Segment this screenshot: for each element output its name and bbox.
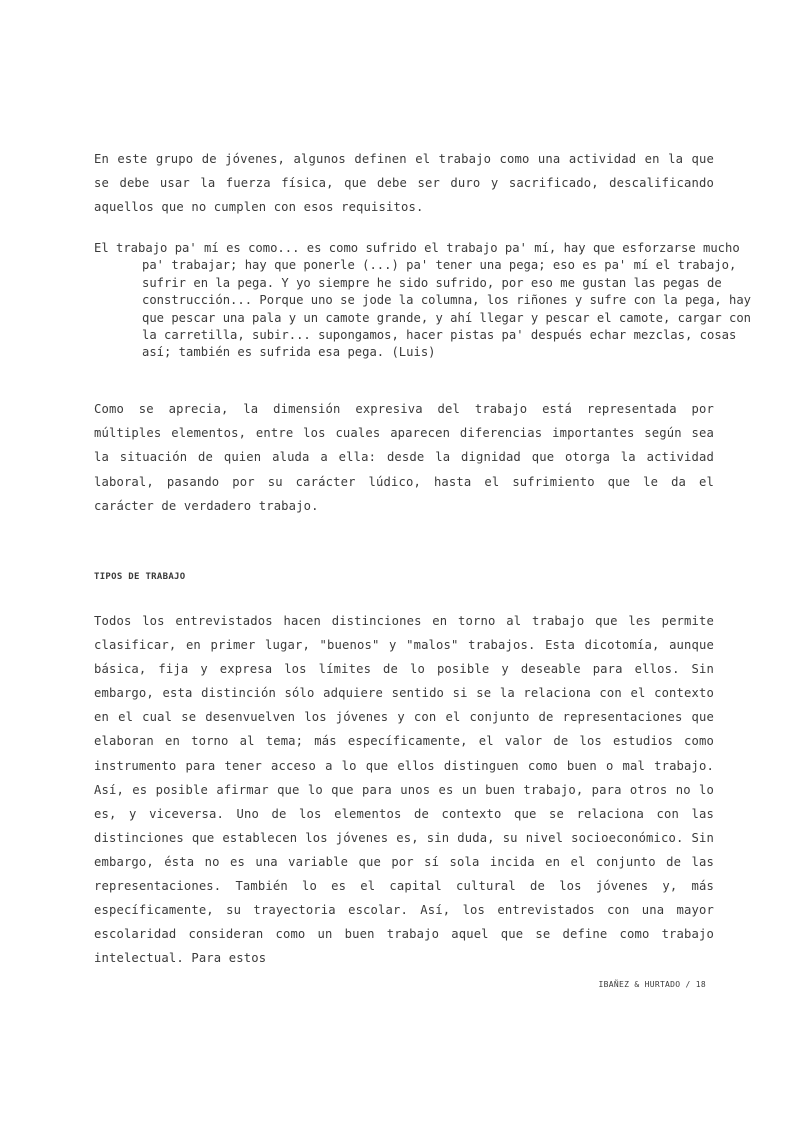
expressive-dimension-paragraph: Como se aprecia, la dimensión expresiva del trabajo está representada por múltiples elementos, entre los cuales aparecen diferencias importantes según sea la situación de quien aluda a ella: desde la dignidad que otorga la actividad laboral, pasando por su carácter lúdico, hasta el sufrimiento que le da el carácter de verdadero trabajo. <box>94 402 714 513</box>
page-footer: IBAÑEZ & HURTADO / 18 <box>598 980 706 989</box>
work-types-paragraph: Todos los entrevistados hacen distinciones en torno al trabajo que les permite clasificar, en primer lugar, "buenos" y "malos" trabajos. Esta dicotomía, aunque básica, fija y expresa los límites de lo posible y deseable para ellos. Sin embargo, esta distinción sólo adquiere sentido si se la relaciona con el contexto en el cual se desenvuelven los jóvenes y con el conjunto de representaciones que elaboran en torno al tema; más específicamente, el valor de los estudios como instrumento para tener acceso a lo que ellos distinguen como buen o mal trabajo. Así, es posible afirmar que lo que para unos es un buen trabajo, para otros no lo es, y viceversa. Uno de los elementos de contexto que se relaciona con las distinciones que establecen los jóvenes es, sin duda, su nivel socioeconómico. Sin embargo, ésta no es una variable que por sí sola incida en el conjunto de las representaciones. También lo es el capital cultural de los jóvenes y, más específicamente, su trayectoria escolar. Así, los entrevistados con una mayor escolaridad consideran como un buen trabajo aquel que se define como trabajo intelectual. Para estos <box>94 614 714 966</box>
intro-paragraph: En este grupo de jóvenes, algunos definen el trabajo como una actividad en la que se debe usar la fuerza física, que debe ser duro y sacrificado, descalificando aquellos que no cumplen con esos requisitos. <box>94 152 714 215</box>
section-heading: TIPOS DE TRABAJO <box>94 572 186 582</box>
interview-quote: El trabajo pa' mí es como... es como sufrido el trabajo pa' mí, hay que esforzarse mucho pa' trabajar; hay que ponerle (...) pa' tener una pega; eso es pa' mí el trabajo, sufrir en la pega. Y yo siempre he sido sufrido, por eso me gustan las pegas de construcción... Porque uno se jode la columna, los riñones y sufre con la pega, hay que pescar una pala y un camote grande, y ahí llegar y pescar el camote, cargar con la carretilla, subir... supongamos, hacer pistas pa' después echar mezclas, cosas así; también es sufrida esa pega. (Luis) <box>94 241 752 360</box>
